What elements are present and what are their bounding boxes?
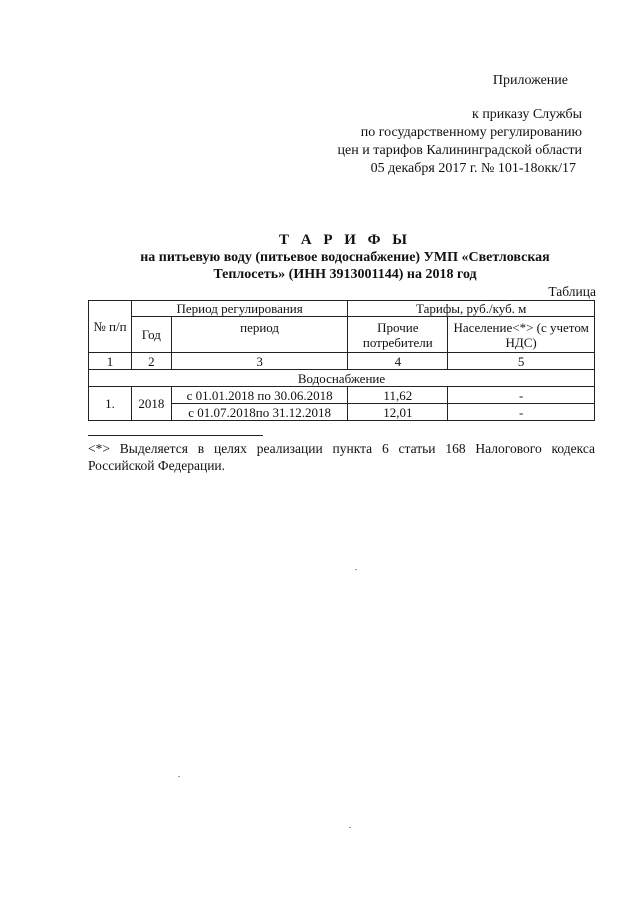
other-consumers-cell: 11,62 — [348, 387, 448, 404]
annex-order-date: 05 декабря 2017 г. № 101-18окк/17 — [370, 161, 576, 176]
footnote-divider — [88, 435, 263, 436]
group-number: 1. — [89, 387, 132, 421]
table-subheader-row — [89, 317, 595, 353]
column-number: 2 — [131, 353, 171, 370]
scan-speck — [355, 569, 357, 570]
table-caption: Таблица — [548, 284, 596, 299]
scan-speck — [349, 827, 351, 828]
document-title — [90, 232, 600, 283]
tariffs-table — [88, 300, 595, 421]
annex-line: по государственному регулированию — [360, 125, 582, 140]
column-numbers-row — [89, 353, 595, 370]
scan-speck — [178, 776, 180, 777]
other-consumers-cell: 12,01 — [348, 404, 448, 421]
annex-label: Приложение — [492, 73, 568, 88]
title-subline: Теплосеть» (ИНН 3913001144) на 2018 год — [213, 267, 477, 282]
annex-block — [338, 72, 583, 178]
header-other-consumers: Прочие потребители — [348, 317, 448, 353]
column-number: 3 — [171, 353, 348, 370]
footnote: <*> Выделяется в целях реализации пункта 6 статьи 168 Налогового кодекса Российской Федерации. — [88, 441, 595, 473]
table-row — [89, 387, 595, 404]
header-year: Год — [131, 317, 171, 353]
column-number: 5 — [448, 353, 595, 370]
population-cell: - — [448, 387, 595, 404]
section-row — [89, 370, 595, 387]
column-number: 1 — [89, 353, 132, 370]
period-cell: с 01.07.2018по 31.12.2018 — [171, 404, 348, 421]
table-header-row — [89, 301, 595, 317]
header-tariffs-group: Тарифы, руб./куб. м — [348, 301, 595, 317]
population-cell: - — [448, 404, 595, 421]
group-year: 2018 — [131, 387, 171, 421]
title-subline: на питьевую воду (питьевое водоснабжение) УМП «Светловская — [140, 250, 550, 265]
section-title: Водоснабжение — [89, 370, 595, 387]
title-heading: Т А Р И Ф Ы — [278, 232, 412, 248]
header-number: № п/п — [89, 301, 132, 353]
period-cell: с 01.01.2018 по 30.06.2018 — [171, 387, 348, 404]
column-number: 4 — [348, 353, 448, 370]
header-period: период — [171, 317, 348, 353]
annex-line: к приказу Службы — [472, 107, 582, 122]
header-population: Население<*> (с учетом НДС) — [448, 317, 595, 353]
annex-line: цен и тарифов Калининградской области — [337, 143, 582, 158]
header-period-group: Период регулирования — [131, 301, 348, 317]
